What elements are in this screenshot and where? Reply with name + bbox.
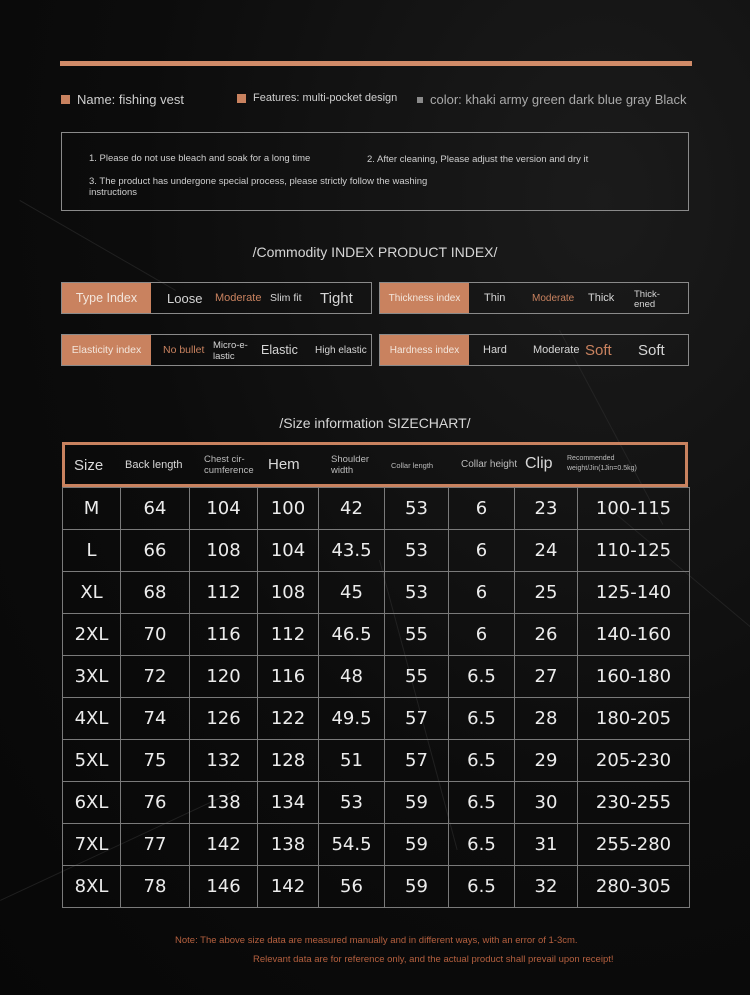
table-cell: 140-160	[578, 614, 690, 656]
table-cell: 53	[319, 782, 385, 824]
thickness-option-selected: Moderate	[532, 292, 575, 304]
table-cell: 25	[515, 572, 578, 614]
thickness-option: Thick	[588, 292, 615, 304]
table-row	[63, 824, 690, 866]
table-cell: 6.5	[449, 698, 515, 740]
product-features	[237, 92, 397, 104]
table-cell: 125-140	[578, 572, 690, 614]
square-bullet-icon	[417, 97, 423, 103]
type-index-label: Type Index	[62, 283, 151, 313]
table-cell: 205-230	[578, 740, 690, 782]
elasticity-option: lastic	[213, 351, 235, 362]
table-cell: 53	[385, 488, 449, 530]
table-cell: 45	[319, 572, 385, 614]
header-chest: Chest cir-	[204, 454, 245, 465]
table-cell: 116	[258, 656, 319, 698]
table-row	[63, 656, 690, 698]
table-cell: 100	[258, 488, 319, 530]
header-weight: Recommended	[567, 455, 615, 462]
size-cell: 7XL	[63, 824, 121, 866]
table-cell: 280-305	[578, 866, 690, 908]
table-cell: 42	[319, 488, 385, 530]
elasticity-option-selected: No bullet	[163, 344, 205, 356]
hardness-option: Soft	[638, 341, 665, 359]
table-cell: 120	[190, 656, 258, 698]
header-weight: weight/Jin(1Jin=0.5kg)	[567, 465, 637, 472]
size-cell: M	[63, 488, 121, 530]
table-cell: 110-125	[578, 530, 690, 572]
header-shoulder: width	[331, 465, 354, 476]
table-cell: 112	[258, 614, 319, 656]
elasticity-index-bar	[61, 334, 372, 366]
notice-item: instructions	[89, 187, 138, 198]
table-cell: 64	[121, 488, 190, 530]
header-size: Size	[74, 457, 104, 474]
table-cell: 108	[190, 530, 258, 572]
header-back-length: Back length	[125, 459, 183, 471]
hardness-option: Moderate	[533, 344, 580, 356]
square-bullet-icon	[237, 94, 246, 103]
table-cell: 74	[121, 698, 190, 740]
table-cell: 57	[385, 698, 449, 740]
size-chart-header	[62, 442, 688, 487]
table-cell: 55	[385, 614, 449, 656]
table-cell: 48	[319, 656, 385, 698]
thickness-option: ened	[634, 299, 656, 310]
table-cell: 78	[121, 866, 190, 908]
table-cell: 77	[121, 824, 190, 866]
table-cell: 138	[190, 782, 258, 824]
size-cell: 2XL	[63, 614, 121, 656]
top-accent-line	[60, 61, 692, 66]
table-cell: 132	[190, 740, 258, 782]
size-cell: 8XL	[63, 866, 121, 908]
notice-item: 3. The product has undergone special process, please strictly follow the washing	[89, 176, 428, 187]
table-cell: 142	[190, 824, 258, 866]
type-option: Loose	[167, 290, 203, 306]
type-option: Tight	[320, 289, 353, 307]
table-cell: 128	[258, 740, 319, 782]
table-cell: 138	[258, 824, 319, 866]
table-cell: 23	[515, 488, 578, 530]
table-row	[63, 698, 690, 740]
type-option-selected: Moderate	[215, 292, 262, 304]
table-row	[63, 782, 690, 824]
table-cell: 6.5	[449, 866, 515, 908]
elasticity-option: Elastic	[261, 343, 298, 357]
elasticity-index-label: Elasticity index	[62, 335, 151, 365]
table-cell: 28	[515, 698, 578, 740]
table-cell: 6.5	[449, 656, 515, 698]
table-cell: 100-115	[578, 488, 690, 530]
table-cell: 32	[515, 866, 578, 908]
notice-item: 2. After cleaning, Please adjust the version and dry it	[367, 154, 589, 165]
table-cell: 6	[449, 488, 515, 530]
table-cell: 104	[190, 488, 258, 530]
square-bullet-icon	[61, 95, 70, 104]
header-shoulder: Shoulder	[331, 454, 370, 465]
table-cell: 57	[385, 740, 449, 782]
table-cell: 230-255	[578, 782, 690, 824]
table-cell: 53	[385, 530, 449, 572]
table-cell: 68	[121, 572, 190, 614]
table-cell: 59	[385, 782, 449, 824]
table-cell: 30	[515, 782, 578, 824]
product-features-text: Features: multi-pocket design	[253, 92, 398, 104]
index-section-title: /Commodity INDEX PRODUCT INDEX/	[252, 244, 498, 260]
table-cell: 53	[385, 572, 449, 614]
header-hem: Hem	[268, 456, 300, 473]
type-option: Slim fit	[270, 292, 302, 304]
thickness-option: Thick-	[634, 289, 660, 300]
notice-item: 1. Please do not use bleach and soak for a long time	[89, 153, 311, 164]
product-name	[61, 92, 184, 107]
table-cell: 27	[515, 656, 578, 698]
table-row	[63, 740, 690, 782]
elasticity-option: High elastic	[315, 344, 367, 356]
size-cell: XL	[63, 572, 121, 614]
table-cell: 72	[121, 656, 190, 698]
table-cell: 24	[515, 530, 578, 572]
type-index-bar	[61, 282, 372, 314]
thickness-index-label: Thickness index	[380, 283, 469, 313]
product-name-text: Name: fishing vest	[77, 92, 184, 107]
table-cell: 70	[121, 614, 190, 656]
table-cell: 46.5	[319, 614, 385, 656]
table-cell: 59	[385, 866, 449, 908]
table-row	[63, 488, 690, 530]
table-cell: 56	[319, 866, 385, 908]
table-cell: 126	[190, 698, 258, 740]
table-cell: 134	[258, 782, 319, 824]
table-cell: 66	[121, 530, 190, 572]
header-collar-length: Collar length	[391, 461, 434, 470]
size-cell: 6XL	[63, 782, 121, 824]
table-cell: 6.5	[449, 824, 515, 866]
table-cell: 255-280	[578, 824, 690, 866]
table-cell: 6	[449, 530, 515, 572]
table-cell: 104	[258, 530, 319, 572]
size-cell: L	[63, 530, 121, 572]
elasticity-option: Micro-e-	[213, 340, 248, 351]
washing-notice	[61, 132, 689, 211]
table-cell: 160-180	[578, 656, 690, 698]
table-cell: 122	[258, 698, 319, 740]
table-row	[63, 572, 690, 614]
size-chart-table	[62, 487, 690, 908]
table-cell: 142	[258, 866, 319, 908]
table-cell: 6	[449, 572, 515, 614]
table-cell: 6.5	[449, 782, 515, 824]
table-cell: 43.5	[319, 530, 385, 572]
table-cell: 116	[190, 614, 258, 656]
table-cell: 29	[515, 740, 578, 782]
header-clip: Clip	[525, 455, 553, 472]
size-cell: 5XL	[63, 740, 121, 782]
thickness-option: Thin	[484, 292, 506, 304]
table-row	[63, 530, 690, 572]
reference-note: Relevant data are for reference only, and the actual product shall prevail upon receipt!	[253, 954, 614, 965]
hardness-option: Hard	[483, 344, 507, 356]
header-chest: cumference	[204, 465, 254, 476]
size-cell: 3XL	[63, 656, 121, 698]
measurement-note: Note: The above size data are measured manually and in different ways, with an error of 1-3cm.	[175, 935, 578, 946]
table-cell: 49.5	[319, 698, 385, 740]
table-cell: 6.5	[449, 740, 515, 782]
table-cell: 54.5	[319, 824, 385, 866]
size-cell: 4XL	[63, 698, 121, 740]
table-cell: 108	[258, 572, 319, 614]
product-colors	[417, 92, 687, 107]
table-cell: 26	[515, 614, 578, 656]
header-collar-height: Collar height	[461, 459, 518, 470]
table-cell: 51	[319, 740, 385, 782]
hardness-index-label: Hardness index	[380, 335, 469, 365]
table-cell: 146	[190, 866, 258, 908]
size-section-title: /Size information SIZECHART/	[279, 415, 471, 431]
hardness-option-selected: Soft	[585, 341, 612, 359]
table-cell: 59	[385, 824, 449, 866]
hardness-index-bar	[379, 334, 689, 366]
table-cell: 180-205	[578, 698, 690, 740]
product-colors-text: color: khaki army green dark blue gray Black	[430, 92, 687, 107]
table-cell: 55	[385, 656, 449, 698]
table-row	[63, 866, 690, 908]
table-cell: 112	[190, 572, 258, 614]
table-row	[63, 614, 690, 656]
table-cell: 76	[121, 782, 190, 824]
table-cell: 75	[121, 740, 190, 782]
table-cell: 31	[515, 824, 578, 866]
thickness-index-bar	[379, 282, 689, 314]
table-cell: 6	[449, 614, 515, 656]
